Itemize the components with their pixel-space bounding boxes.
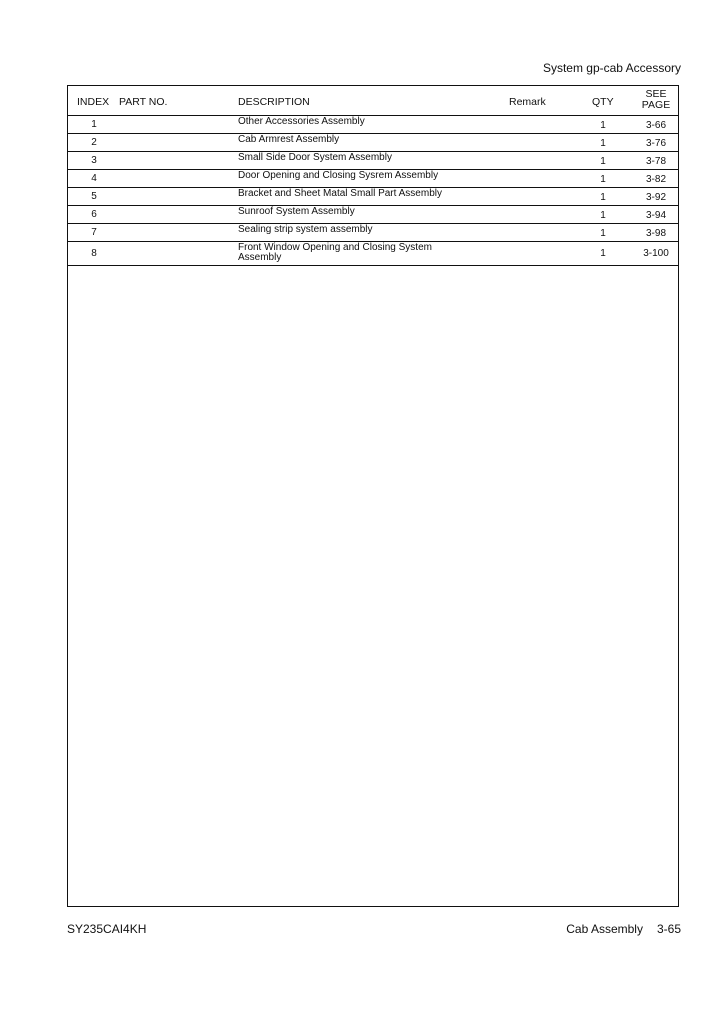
- row-see-page: 3-100: [643, 248, 669, 259]
- footer-section: Cab Assembly: [566, 922, 643, 936]
- row-see-page: 3-92: [645, 192, 666, 203]
- row-index: 4: [91, 173, 97, 184]
- row-index: 3: [91, 155, 97, 166]
- table-row: [68, 133, 678, 151]
- see-page-line1: SEE: [645, 88, 667, 100]
- column-header-description: DESCRIPTION: [238, 96, 310, 108]
- column-header-qty: QTY: [592, 96, 614, 108]
- row-description: Sealing strip system assembly: [238, 224, 373, 235]
- page-header-title: System gp-cab Accessory: [542, 61, 681, 75]
- row-index: 1: [91, 119, 97, 130]
- row-see-page: 3-82: [645, 174, 666, 185]
- row-description: [238, 243, 478, 263]
- table-row: [68, 151, 678, 169]
- row-see-page: 3-78: [645, 156, 666, 167]
- table-row: [68, 241, 678, 266]
- row-see-page: 3-66: [645, 120, 666, 131]
- column-header-remark: Remark: [509, 96, 546, 108]
- row-qty: 1: [600, 138, 606, 149]
- column-header-index: INDEX: [77, 96, 110, 108]
- table-row: [68, 169, 678, 187]
- row-description-line2: Assembly: [238, 252, 282, 263]
- row-description: Small Side Door System Assembly: [238, 152, 392, 163]
- table-body: [68, 115, 678, 266]
- column-header-part-no: PART NO.: [119, 96, 168, 108]
- footer-right: [566, 922, 681, 936]
- row-description: Other Accessories Assembly: [238, 116, 365, 127]
- row-qty: 1: [600, 248, 606, 259]
- see-page-line2: PAGE: [641, 99, 671, 111]
- row-description: Cab Armrest Assembly: [238, 134, 340, 145]
- row-qty: 1: [600, 174, 606, 185]
- row-index: 5: [91, 191, 97, 202]
- row-index: 6: [91, 209, 97, 220]
- row-see-page: 3-94: [645, 210, 666, 221]
- row-qty: 1: [600, 120, 606, 131]
- row-description-line1: Front Window Opening and Closing System: [238, 242, 432, 253]
- footer-page-number: 3-65: [656, 922, 681, 936]
- row-index: 2: [91, 137, 97, 148]
- table-row: [68, 205, 678, 223]
- row-qty: 1: [600, 210, 606, 221]
- table-row: [68, 187, 678, 205]
- row-qty: 1: [600, 228, 606, 239]
- row-description: Bracket and Sheet Matal Small Part Assembly: [238, 188, 442, 199]
- row-qty: 1: [600, 156, 606, 167]
- column-header-see-page: [636, 89, 676, 111]
- table-row: [68, 223, 678, 241]
- row-index: 7: [91, 227, 97, 238]
- table-row: [68, 115, 678, 133]
- parts-table: [67, 85, 679, 907]
- footer-model: SY235CAI4KH: [67, 922, 147, 936]
- row-see-page: 3-98: [645, 228, 666, 239]
- row-description: Sunroof System Assembly: [238, 206, 355, 217]
- row-description: Door Opening and Closing Sysrem Assembly: [238, 170, 439, 181]
- row-see-page: 3-76: [645, 138, 666, 149]
- row-index: 8: [91, 248, 97, 259]
- row-qty: 1: [600, 192, 606, 203]
